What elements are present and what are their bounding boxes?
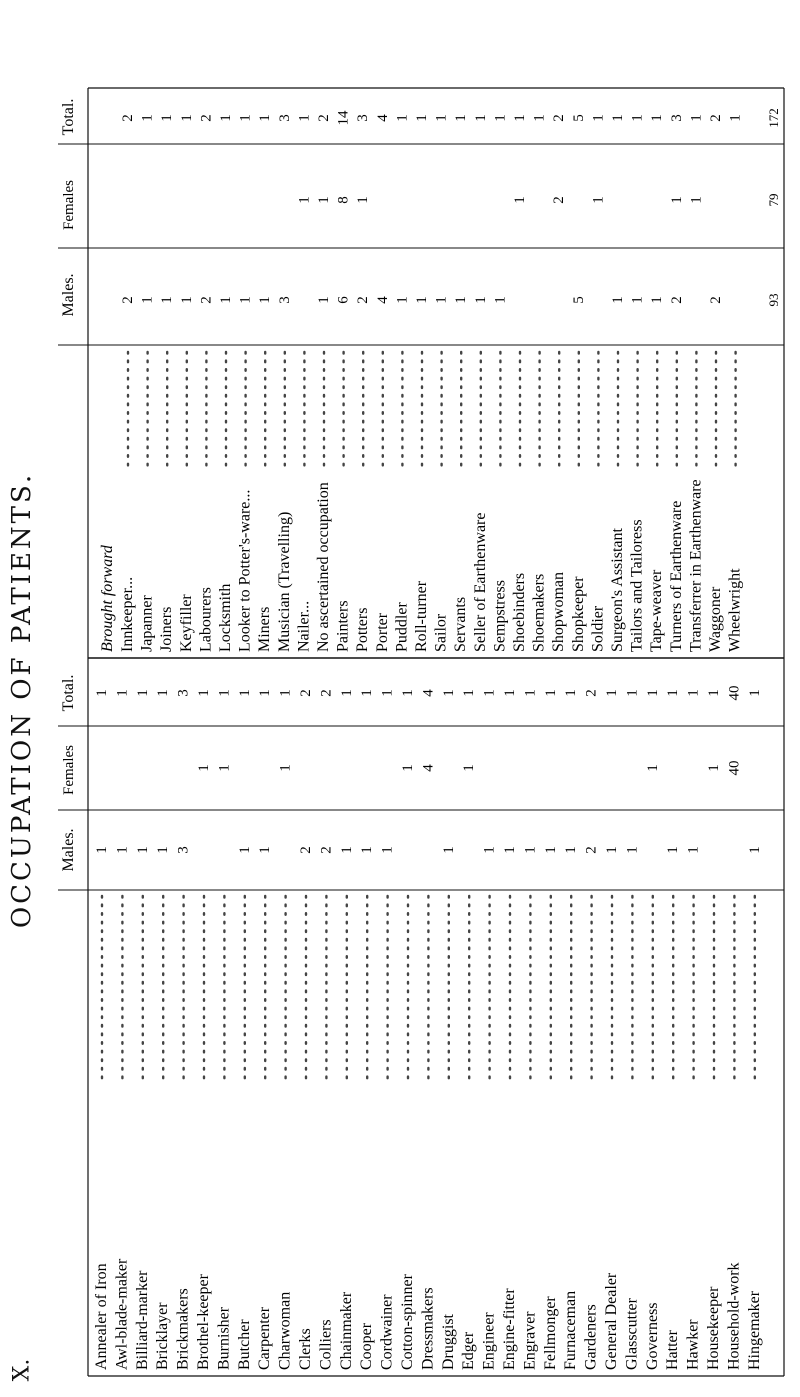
right-males-total: 93: [766, 293, 781, 307]
left-occupation-1: Awl-blade-maker: [113, 1258, 131, 1370]
left-total-24: 2: [583, 689, 600, 697]
right-total-21: 1: [531, 114, 548, 122]
left-occupation-14: Cordwainer: [378, 1294, 396, 1370]
right-header-males: Males.: [60, 273, 77, 317]
right-occupation-25: Surgeon's Assistant: [609, 528, 626, 652]
right-total-12: 3: [355, 114, 372, 122]
brought-forward-label: Brought forward: [99, 545, 116, 652]
right-occupation-10: No ascertained occupation: [315, 482, 332, 652]
page-number: X.: [9, 1358, 35, 1382]
left-females-15: 1: [400, 764, 416, 772]
right-males-30: 2: [708, 296, 724, 304]
left-females-16: 4: [420, 764, 437, 772]
right-total-6: 1: [237, 114, 254, 122]
left-occupation-18: Edger: [460, 1331, 478, 1370]
left-males-17: 1: [440, 846, 457, 854]
left-total-18: 1: [461, 689, 478, 697]
left-occupation-29: Hawker: [684, 1319, 702, 1370]
right-occupation-20: Shoebinders: [511, 572, 528, 652]
left-occupation-23: Furnaceman: [562, 1290, 580, 1370]
right-total-15: 1: [414, 114, 430, 122]
left-occupation-7: Butcher: [235, 1319, 253, 1370]
right-females-10: 1: [316, 196, 332, 204]
left-occupation-27: Governess: [643, 1302, 661, 1370]
left-total-31: 40: [726, 685, 743, 701]
left-total-19: 1: [481, 689, 498, 697]
right-total-29: 1: [688, 114, 705, 122]
right-males-27: 1: [649, 296, 666, 304]
right-total-28: 3: [668, 114, 685, 122]
left-males-20: 1: [502, 846, 518, 854]
left-total-23: 1: [563, 689, 580, 697]
right-males-4: 2: [198, 296, 215, 304]
right-occupation-12: Potters: [354, 607, 372, 652]
left-header-females: Females: [61, 745, 77, 795]
right-total-16: 1: [433, 114, 450, 122]
left-total-17: 1: [440, 689, 457, 697]
right-males-12: 2: [355, 296, 372, 304]
left-females-31: 40: [726, 760, 743, 776]
right-occupation-27: Tape-weaver: [648, 569, 666, 652]
right-males-17: 1: [453, 296, 470, 304]
right-total-1: 1: [139, 114, 156, 122]
right-occupation-23: Shopkeeper: [569, 576, 587, 652]
right-males-23: 5: [570, 296, 587, 304]
right-total-27: 1: [649, 114, 666, 122]
left-males-8: 1: [257, 846, 274, 854]
right-total-0: 2: [120, 114, 136, 122]
left-females-27: 1: [644, 764, 661, 772]
left-total-8: 1: [257, 689, 274, 697]
right-males-19: 1: [492, 296, 509, 304]
right-total-11: 14: [335, 110, 352, 126]
right-occupation-24: Soldier: [589, 605, 607, 652]
left-females-5: 1: [196, 764, 212, 772]
right-occupation-28: Turners of Earthenware: [667, 500, 685, 652]
left-males-13: 1: [359, 846, 376, 854]
left-total-30: 1: [706, 689, 722, 697]
right-occupation-17: Servants: [452, 596, 470, 652]
right-males-13: 4: [374, 296, 391, 304]
right-males-10: 1: [316, 296, 332, 304]
right-occupation-3: Keyfiller: [177, 594, 195, 652]
left-total-28: 1: [665, 689, 682, 697]
right-header-total: Total.: [60, 98, 77, 136]
right-occupation-11: Painters: [334, 600, 352, 652]
right-occupation-13: Porter: [373, 612, 391, 652]
right-occupation-0: Innkeeper...: [119, 576, 136, 652]
right-occupation-29: Transferrer in Earthenware: [687, 479, 705, 652]
right-occupation-16: Sailor: [432, 613, 450, 652]
left-occupation-6: Burnisher: [215, 1306, 233, 1370]
right-males-11: 6: [335, 296, 352, 304]
left-total-3: 1: [155, 689, 172, 697]
right-total-10: 2: [316, 114, 332, 122]
left-total-2: 1: [134, 689, 151, 697]
right-females-11: 8: [335, 196, 352, 204]
table-rows: [93, 108, 781, 1370]
right-males-0: 2: [120, 296, 136, 304]
right-males-2: 1: [159, 296, 176, 304]
left-females-18: 1: [461, 764, 478, 772]
right-total-2: 1: [159, 114, 176, 122]
right-males-7: 1: [257, 296, 274, 304]
right-header-females: Females: [61, 180, 77, 230]
right-occupation-1: Japanner: [138, 595, 156, 652]
left-males-28: 1: [665, 846, 682, 854]
left-males-11: 2: [318, 846, 335, 854]
left-occupation-0: Annealer of Iron: [93, 1263, 110, 1370]
right-males-1: 1: [139, 296, 156, 304]
right-total-19: 1: [492, 114, 509, 122]
right-total-22: 2: [551, 114, 568, 122]
right-total-24: 1: [590, 114, 607, 122]
left-males-29: 1: [685, 846, 702, 854]
left-total-5: 1: [196, 689, 212, 697]
right-total-7: 1: [257, 114, 274, 122]
left-total-9: 1: [277, 689, 294, 697]
left-total-11: 2: [318, 689, 335, 697]
left-males-23: 1: [563, 846, 580, 854]
right-total-23: 5: [570, 114, 587, 122]
right-occupation-8: Musician (Travelling): [275, 511, 293, 652]
left-total-26: 1: [624, 689, 641, 697]
left-males-3: 1: [155, 846, 172, 854]
right-males-14: 1: [394, 296, 411, 304]
right-males-18: 1: [472, 296, 489, 304]
right-total-31: 1: [727, 114, 744, 122]
right-occupation-30: Waggoner: [707, 586, 724, 652]
left-occupation-3: Bricklayer: [154, 1302, 172, 1370]
left-occupation-26: Glasscutter: [623, 1298, 641, 1370]
left-males-24: 2: [583, 846, 600, 854]
left-total-16: 4: [420, 689, 437, 697]
left-occupation-5: Brothel-keeper: [195, 1274, 212, 1370]
right-total-13: 4: [374, 114, 391, 122]
right-total-9: 1: [296, 114, 313, 122]
left-males-21: 1: [522, 846, 539, 854]
right-occupation-19: Sempstress: [491, 580, 509, 652]
right-total-5: 1: [218, 114, 234, 122]
left-females-9: 1: [277, 764, 294, 772]
left-total-20: 1: [502, 689, 518, 697]
right-females-12: 1: [355, 196, 372, 204]
right-females-total: 79: [766, 193, 781, 207]
left-males-32: 1: [746, 846, 763, 854]
left-occupation-11: Colliers: [317, 1319, 335, 1370]
left-total-0: 1: [94, 689, 110, 697]
left-total-22: 1: [542, 689, 559, 697]
right-total-20: 1: [512, 114, 528, 122]
left-occupation-32: Hingemaker: [745, 1290, 763, 1370]
right-occupation-2: Joiners: [158, 606, 176, 652]
left-total-7: 1: [236, 689, 253, 697]
left-total-25: 1: [604, 689, 620, 697]
table-rules: [58, 88, 784, 1376]
left-header-total: Total.: [60, 674, 77, 712]
right-males-6: 1: [237, 296, 254, 304]
left-total-10: 2: [298, 689, 314, 697]
left-occupation-8: Carpenter: [256, 1306, 274, 1370]
left-total-12: 1: [338, 689, 355, 697]
left-total-14: 1: [379, 689, 396, 697]
left-occupation-21: Engraver: [521, 1311, 539, 1370]
left-occupation-10: Clerks: [297, 1328, 314, 1370]
right-total-17: 1: [453, 114, 470, 122]
right-occupation-9: Nailer...: [295, 600, 313, 652]
left-males-12: 1: [338, 846, 355, 854]
left-occupation-31: Household-work: [725, 1262, 743, 1370]
right-males-16: 1: [433, 296, 450, 304]
right-occupation-15: Roll-turner: [413, 580, 430, 652]
right-females-20: 1: [512, 196, 528, 204]
left-occupation-12: Chainmaker: [337, 1291, 355, 1370]
right-total-18: 1: [472, 114, 489, 122]
left-total-1: 1: [114, 689, 131, 697]
left-males-19: 1: [481, 846, 498, 854]
left-occupation-15: Cotton-spinner: [399, 1274, 416, 1370]
right-males-8: 3: [276, 296, 293, 304]
right-females-22: 2: [551, 196, 568, 204]
right-occupation-21: Shoemakers: [530, 573, 548, 652]
right-occupation-31: Wheelwright: [726, 568, 744, 652]
left-total-29: 1: [685, 689, 702, 697]
left-occupation-16: Dressmakers: [419, 1287, 437, 1370]
left-males-25: 1: [604, 846, 620, 854]
right-occupation-22: Shopwoman: [550, 572, 568, 652]
left-males-2: 1: [134, 846, 151, 854]
right-males-25: 1: [610, 296, 626, 304]
left-occupation-2: Billiard-marker: [133, 1270, 151, 1370]
left-total-13: 1: [359, 689, 376, 697]
left-males-14: 1: [379, 846, 396, 854]
right-males-5: 1: [218, 296, 234, 304]
right-occupation-5: Locksmith: [217, 583, 234, 652]
right-occupation-6: Looker to Potter's-ware...: [236, 489, 254, 652]
page-title: OCCUPATION OF PATIENTS.: [7, 471, 37, 929]
left-males-22: 1: [542, 846, 559, 854]
right-total-3: 1: [178, 114, 195, 122]
left-females-6: 1: [216, 764, 233, 772]
left-males-4: 3: [175, 846, 192, 854]
left-occupation-28: Hatter: [664, 1330, 682, 1370]
right-females-29: 1: [688, 196, 705, 204]
left-header-males: Males.: [60, 828, 77, 872]
right-total-30: 2: [708, 114, 724, 122]
right-total-8: 3: [276, 114, 293, 122]
left-occupation-4: Brickmakers: [174, 1288, 192, 1370]
left-total-27: 1: [644, 689, 661, 697]
left-occupation-30: Housekeeper: [705, 1286, 722, 1370]
left-total-21: 1: [522, 689, 539, 697]
right-total-25: 1: [610, 114, 626, 122]
left-occupation-22: Fellmonger: [541, 1296, 559, 1370]
left-males-7: 1: [236, 846, 253, 854]
left-total-4: 3: [175, 689, 192, 697]
right-occupation-26: Tailors and Tailoress: [628, 519, 646, 652]
right-males-3: 1: [178, 296, 195, 304]
right-grand-total: 172: [766, 108, 781, 128]
right-occupation-7: Miners: [256, 606, 274, 652]
left-occupation-17: Druggist: [439, 1314, 457, 1370]
left-total-32: 1: [746, 689, 763, 697]
left-occupation-24: Gardeners: [582, 1304, 600, 1370]
right-females-24: 1: [590, 196, 607, 204]
right-occupation-14: Puddler: [393, 602, 411, 652]
left-total-15: 1: [400, 689, 416, 697]
right-total-4: 2: [198, 114, 215, 122]
right-females-9: 1: [296, 196, 313, 204]
right-males-26: 1: [629, 296, 646, 304]
left-males-26: 1: [624, 846, 641, 854]
right-females-28: 1: [668, 196, 685, 204]
left-males-0: 1: [94, 846, 110, 854]
right-males-28: 2: [668, 296, 685, 304]
left-occupation-9: Charwoman: [276, 1291, 294, 1370]
left-total-6: 1: [216, 689, 233, 697]
left-females-30: 1: [706, 764, 722, 772]
right-males-15: 1: [414, 296, 430, 304]
left-males-10: 2: [298, 846, 314, 854]
right-occupation-18: Seller of Earthenware: [471, 512, 489, 652]
left-occupation-20: Engine-fitter: [501, 1288, 518, 1370]
right-occupation-4: Labourers: [197, 587, 215, 652]
right-total-26: 1: [629, 114, 646, 122]
left-occupation-19: Engineer: [480, 1312, 498, 1370]
left-males-1: 1: [114, 846, 131, 854]
right-total-14: 1: [394, 114, 411, 122]
left-occupation-13: Cooper: [358, 1322, 376, 1370]
left-occupation-25: General Dealer: [603, 1272, 620, 1370]
